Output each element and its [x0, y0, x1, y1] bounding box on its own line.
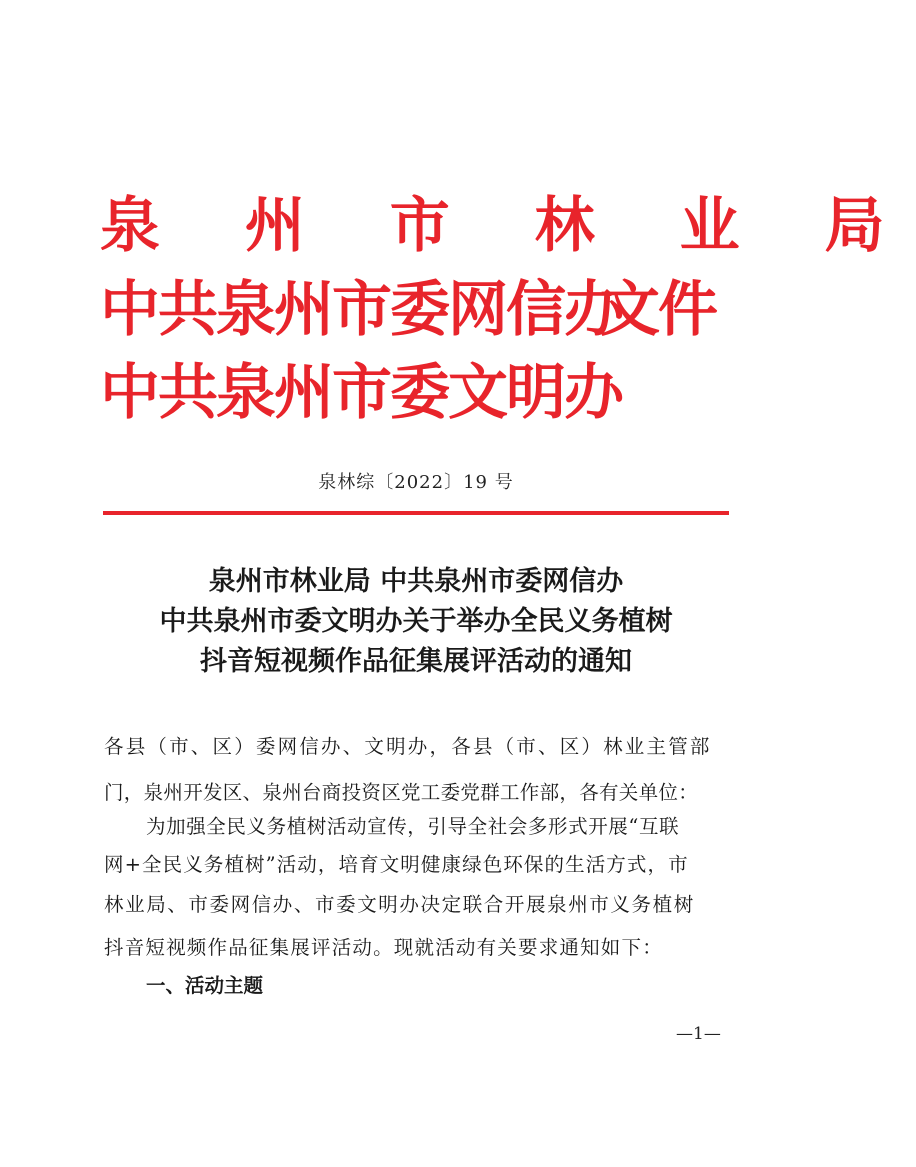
notice-title-line-1: 泉州市林业局 中共泉州市委网信办 — [208, 566, 624, 597]
section-heading-theme: 一、活动主题 — [146, 974, 264, 997]
issuer-cyberspace-office: 中共泉州市委网信办 — [100, 275, 622, 345]
recipients-line-2: 门，泉州开发区、泉州台商投资区党工委党群工作部，各有关单位： — [104, 781, 699, 804]
recipients-line-1: 各县（市、区）委网信办、文明办，各县（市、区）林业主管部 — [104, 735, 712, 758]
red-divider-line — [103, 511, 729, 515]
notice-title-line-3: 抖音短视频作品征集展评活动的通知 — [200, 646, 632, 677]
issuer-civilization-office: 中共泉州市委文明办 — [100, 358, 622, 428]
issuer-forestry-bureau: 泉 州 市 林 业 局 — [100, 191, 916, 261]
file-label: 文件 — [600, 275, 716, 345]
document-number: 泉林综〔2022〕19 号 — [318, 472, 514, 493]
paragraph-line-4: 抖音短视频作品征集展评活动。现就活动有关要求通知如下： — [104, 936, 663, 959]
page-number: —1— — [676, 1024, 721, 1044]
paragraph-line-1: 为加强全民义务植树活动宣传，引导全社会多形式开展“互联 — [146, 815, 680, 838]
notice-title-line-2: 中共泉州市委文明办关于举办全民义务植树 — [159, 606, 673, 637]
paragraph-line-2: 网+全民义务植树”活动，培育文明健康绿色环保的生活方式，市 — [104, 853, 689, 876]
paragraph-line-3: 林业局、市委网信办、市委文明办决定联合开展泉州市义务植树 — [104, 893, 695, 916]
